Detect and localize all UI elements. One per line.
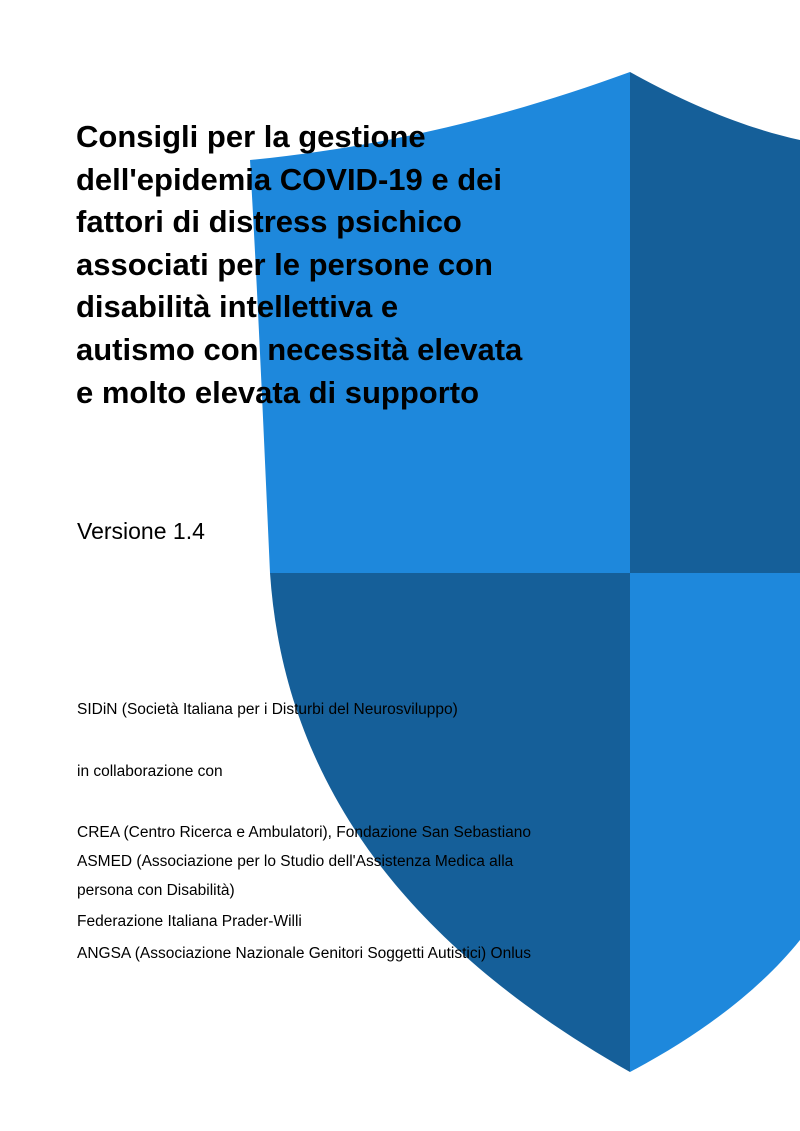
partner-angsa: ANGSA (Associazione Nazionale Genitori Soggetti Autistici) Onlus — [77, 945, 532, 962]
partner-prader-willi: Federazione Italiana Prader-Willi — [77, 913, 302, 930]
organization-name: SIDiN (Società Italiana per i Disturbi del Neurosviluppo) — [77, 701, 458, 718]
partner-crea: CREA (Centro Ricerca e Ambulatori), Fondazione San Sebastiano — [77, 824, 532, 841]
document-title: Consigli per la gestione dell'epidemia COVID-19 e dei fattori di distress psichico associati per le persone con disabilità intellettiva e autismo con necessità elevata e molto elevata di supporto — [76, 119, 523, 410]
partner-asmed-line-2: persona con Disabilità) — [77, 882, 235, 899]
collaboration-label: in collaborazione con — [77, 763, 223, 780]
partner-asmed-line-1: ASMED (Associazione per lo Studio dell'Assistenza Medica alla — [77, 853, 514, 870]
version-label: Versione 1.4 — [77, 518, 205, 544]
